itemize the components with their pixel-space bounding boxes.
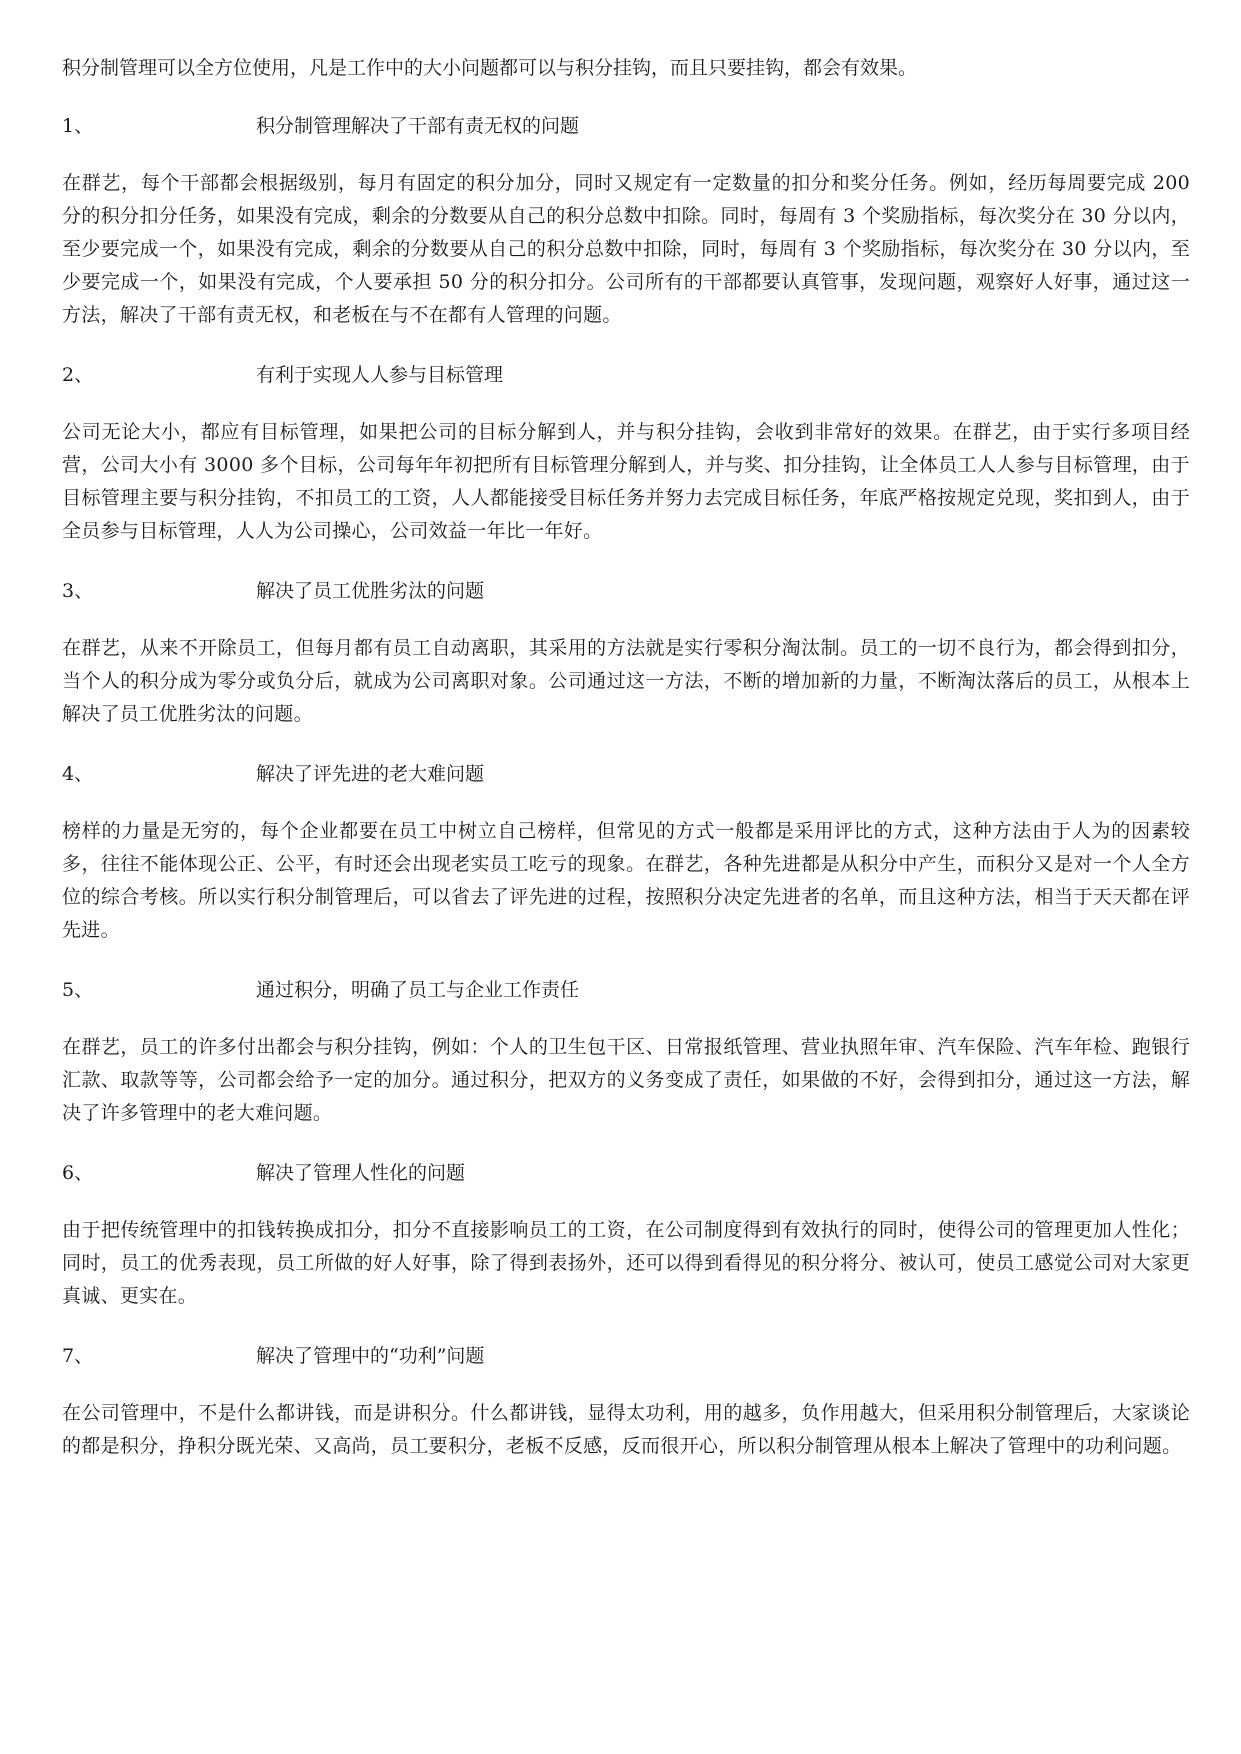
section-heading	[62, 1157, 1190, 1190]
document-page	[62, 52, 1190, 1490]
intro-paragraph: 积分制管理可以全方位使用，凡是工作中的大小问题都可以与积分挂钩，而且只要挂钩，都会有效果。	[62, 57, 918, 79]
section-title: 有利于实现人人参与目标管理	[256, 364, 504, 386]
section-title: 解决了管理人性化的问题	[256, 1162, 466, 1184]
section-body: 在群艺，从来不开除员工，但每月都有员工自动离职，其采用的方法就是实行零积分淘汰制。员工的一切不良行为，都会得到扣分，当个人的积分成为零分或负分后，就成为公司离职对象。公司通过这一方法，不断的增加新的力量，不断淘汰落后的员工，从根本上解决了员工优胜劣汰的问题。	[62, 637, 1190, 725]
section-number: 6、	[62, 1162, 94, 1184]
section-body: 在公司管理中，不是什么都讲钱，而是讲积分。什么都讲钱，显得太功利，用的越多，负作用越大，但采用积分制管理后，大家谈论的都是积分，挣积分既光荣、又高尚，员工要积分，老板不反感，反而很开心，所以积分制管理从根本上解决了管理中的功利问题。	[62, 1402, 1190, 1457]
section-title: 通过积分，明确了员工与企业工作责任	[256, 979, 580, 1001]
section-6	[62, 1157, 1190, 1313]
section-heading	[62, 1340, 1190, 1373]
section-heading	[62, 359, 1190, 392]
section-4	[62, 758, 1190, 947]
section-body: 公司无论大小，都应有目标管理，如果把公司的目标分解到人，并与积分挂钩，会收到非常好的效果。在群艺，由于实行多项目经营，公司大小有 3000 多个目标，公司每年年初把所有目标管理分解到人，并与奖、扣分挂钩，让全体员工人人参与目标管理，由于目标管理主要与积分挂钩，不扣员工的工资，人人都能接受目标任务并努力去完成目标任务，年底严格按规定兑现，奖扣到人，由于全员参与目标管理，人人为公司操心，公司效益一年比一年好。	[62, 421, 1190, 542]
section-number: 2、	[62, 364, 94, 386]
section-body: 在群艺，每个干部都会根据级别，每月有固定的积分加分，同时又规定有一定数量的扣分和奖分任务。例如，经历每周要完成 200 分的积分扣分任务，如果没有完成，剩余的分数要从自己的积分总数中扣除。同时，每周有 3 个奖励指标，每次奖分在 30 分以内，至少要完成一个，如果没有完成，剩余的分数要从自己的积分总数中扣除，同时，每周有 3 个奖励指标，每次奖分在 30 分以内，至少要完成一个，如果没有完成，个人要承担 50 分的积分扣分。公司所有的干部都要认真管事，发现问题，观察好人好事，通过这一方法，解决了干部有责无权，和老板在与不在都有人管理的问题。	[62, 172, 1190, 326]
section-number: 3、	[62, 580, 94, 602]
section-heading	[62, 758, 1190, 791]
section-heading	[62, 974, 1190, 1007]
section-body: 在群艺，员工的许多付出都会与积分挂钩，例如：个人的卫生包干区、日常报纸管理、营业执照年审、汽车保险、汽车年检、跑银行汇款、取款等等，公司都会给予一定的加分。通过积分，把双方的义务变成了责任，如果做的不好，会得到扣分，通过这一方法，解决了许多管理中的老大难问题。	[62, 1036, 1190, 1124]
section-7	[62, 1340, 1190, 1463]
section-body: 榜样的力量是无穷的，每个企业都要在员工中树立自己榜样，但常见的方式一般都是采用评比的方式，这种方法由于人为的因素较多，往往不能体现公正、公平，有时还会出现老实员工吃亏的现象。在群艺，各种先进都是从积分中产生，而积分又是对一个人全方位的综合考核。所以实行积分制管理后，可以省去了评先进的过程，按照积分决定先进者的名单，而且这种方法，相当于天天都在评先进。	[62, 820, 1190, 941]
section-heading	[62, 575, 1190, 608]
section-5	[62, 974, 1190, 1130]
section-title: 解决了员工优胜劣汰的问题	[256, 580, 485, 602]
section-number: 5、	[62, 979, 94, 1001]
section-2	[62, 359, 1190, 548]
section-number: 4、	[62, 763, 94, 785]
section-number: 7、	[62, 1345, 94, 1367]
section-title: 积分制管理解决了干部有责无权的问题	[256, 115, 580, 137]
section-title: 解决了评先进的老大难问题	[256, 763, 485, 785]
section-title: 解决了管理中的“功利”问题	[256, 1345, 485, 1367]
section-heading	[62, 110, 1190, 143]
section-number: 1、	[62, 115, 94, 137]
section-1	[62, 110, 1190, 332]
section-3	[62, 575, 1190, 731]
section-body: 由于把传统管理中的扣钱转换成扣分，扣分不直接影响员工的工资，在公司制度得到有效执行的同时，使得公司的管理更加人性化；同时，员工的优秀表现，员工所做的好人好事，除了得到表扬外，还可以得到看得见的积分将分、被认可，使员工感觉公司对大家更真诚、更实在。	[62, 1219, 1190, 1307]
